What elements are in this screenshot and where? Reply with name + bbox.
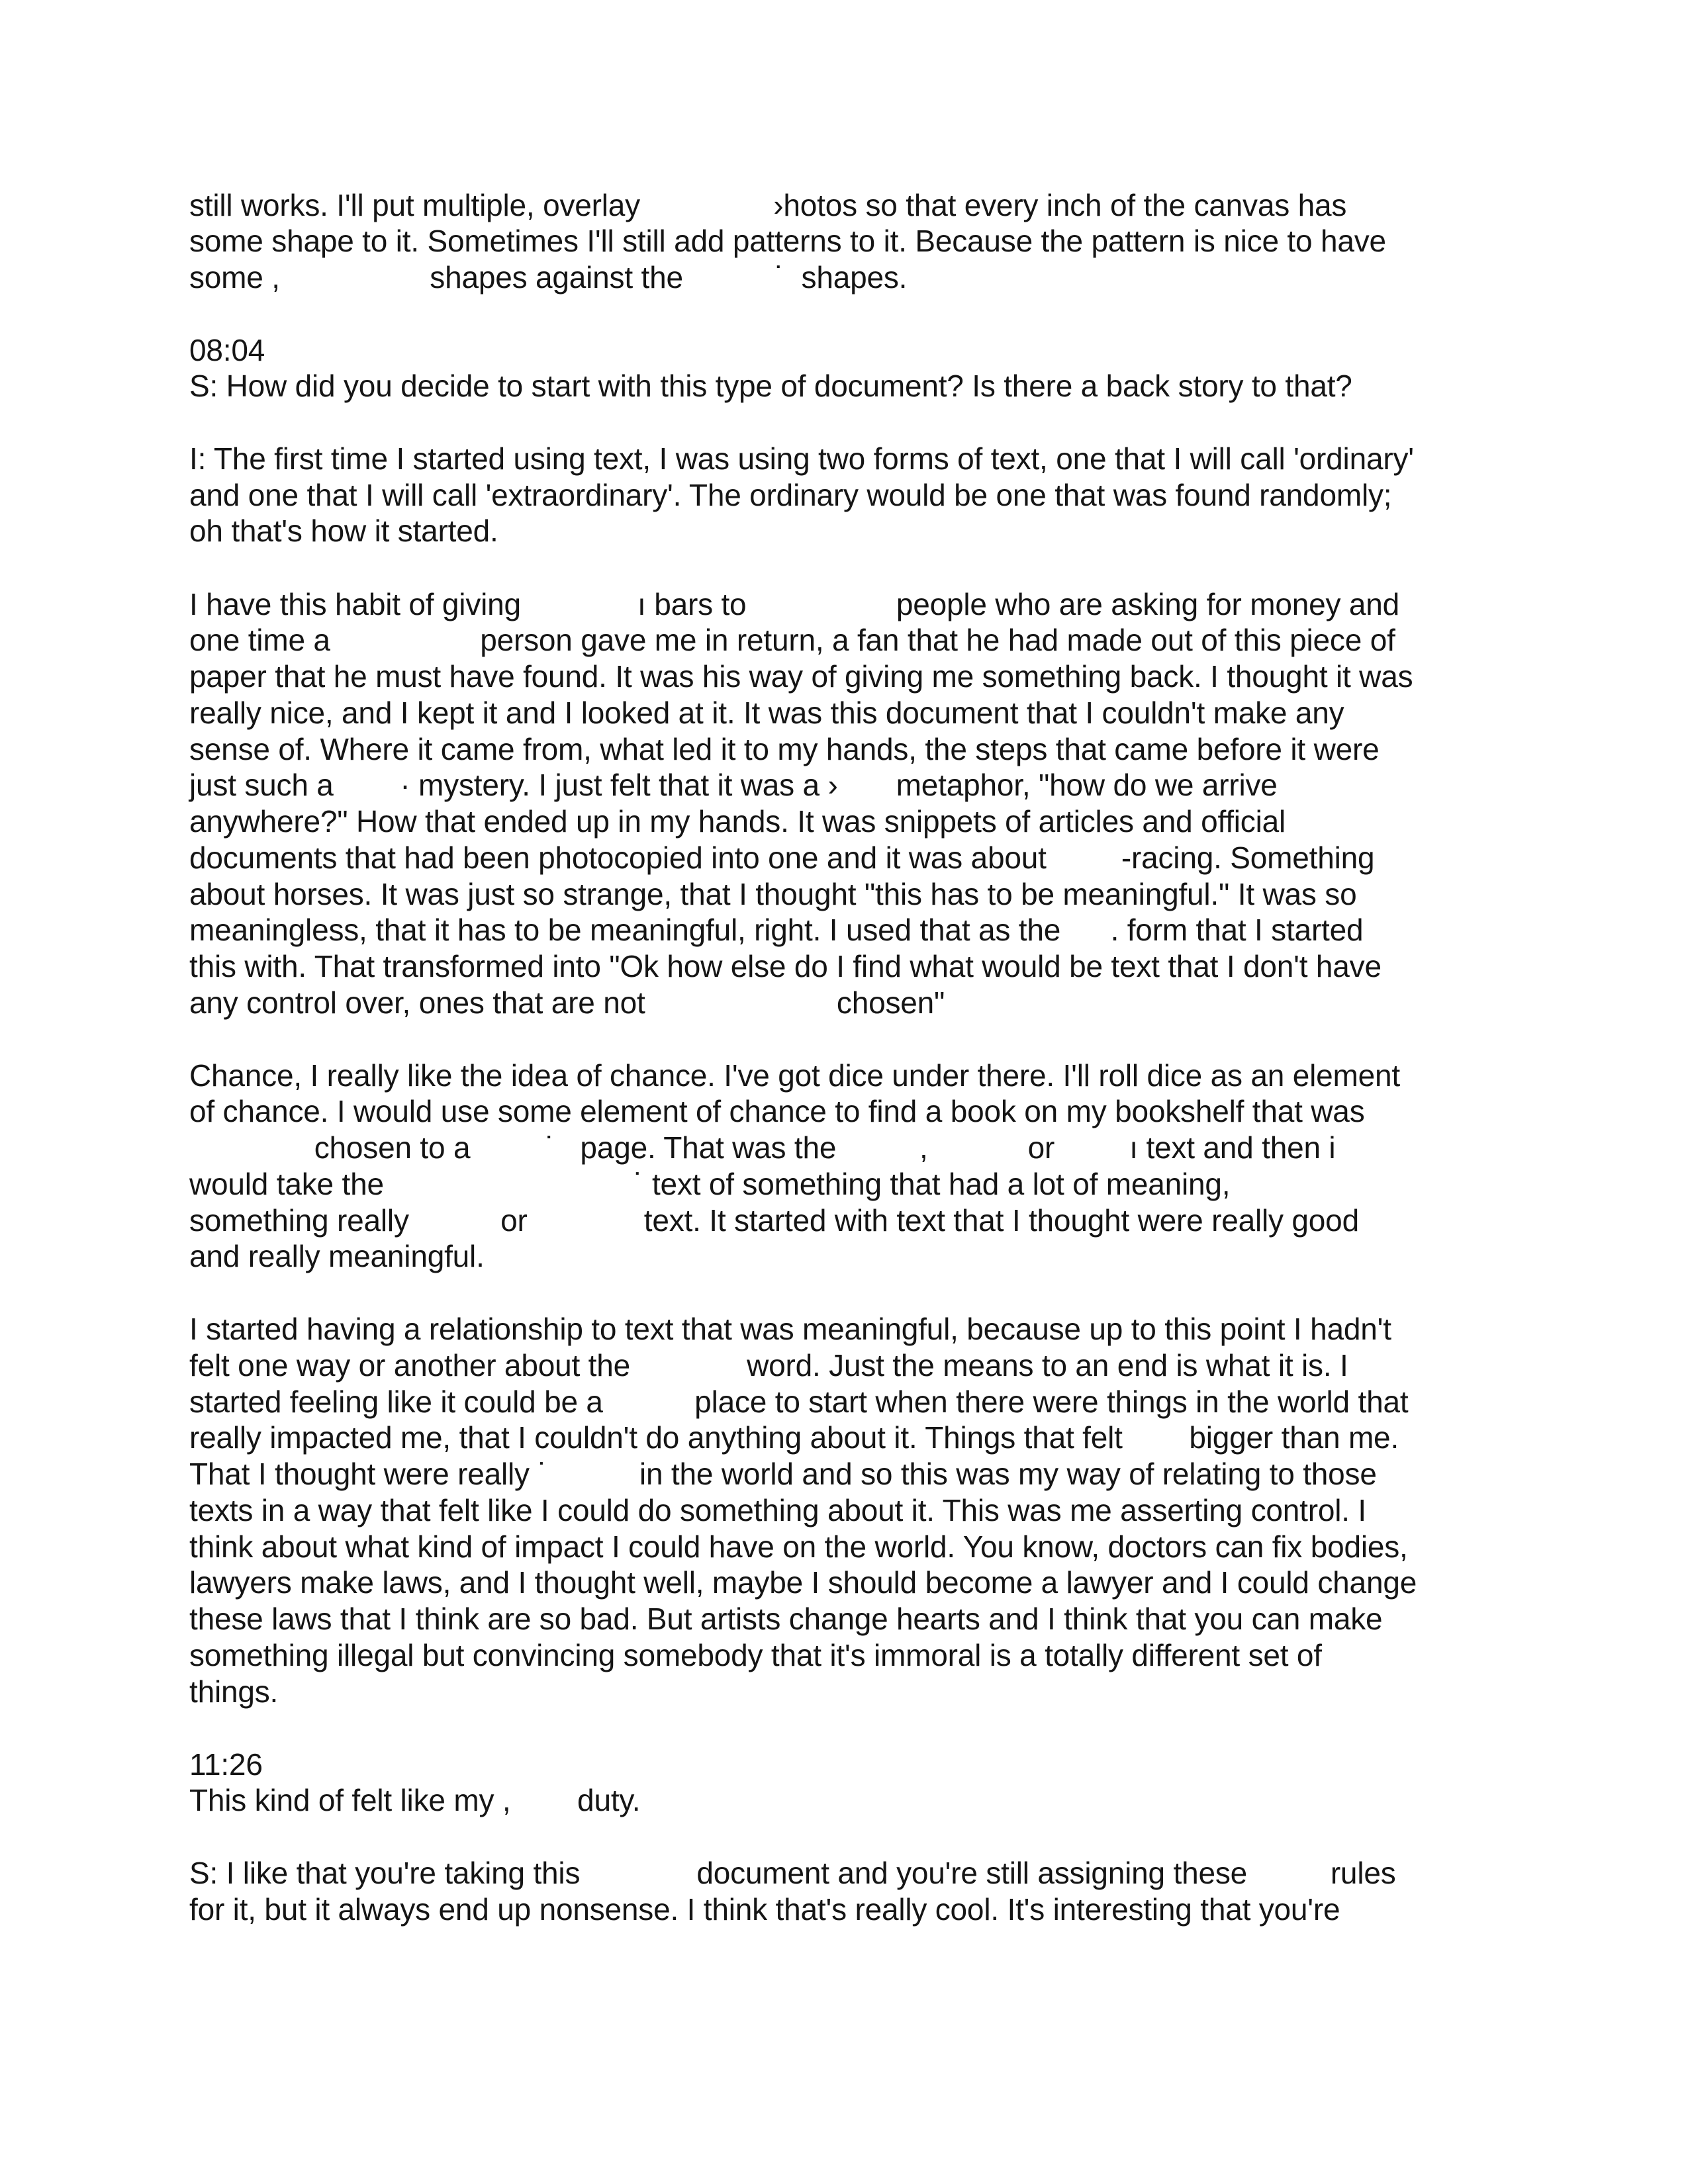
timestamp: 11:26 (189, 1747, 263, 1782)
text-line: of chance. I would use some element of chance to find a book on my bookshelf that was (189, 1094, 1365, 1128)
timestamp: 08:04 (189, 333, 265, 367)
text-line: felt one way or another about the word. Just the means to an end is what it is. I (189, 1348, 1348, 1383)
text-line: really nice, and I kept it and I looked at it. It was this document that I couldn't make any (189, 696, 1344, 730)
text-line: just such a · mystery. I just felt that it was a › metaphor, "how do we arrive (189, 768, 1278, 802)
text-line: still works. I'll put multiple, overlay ›hotos so that every inch of the canvas has (189, 188, 1347, 222)
text-line: would take the ˙ text of something that had a lot of meaning, (189, 1167, 1231, 1201)
text-line: about horses. It was just so strange, that I thought "this has to be meaningful." It was so (189, 877, 1357, 911)
text-line: started feeling like it could be a place to start when there were things in the world that (189, 1385, 1409, 1419)
text-line: something really or text. It started with text that I thought were really good (189, 1203, 1359, 1238)
text-line: lawyers make laws, and I thought well, maybe I should become a lawyer and I could change (189, 1565, 1417, 1600)
text-line: S: I like that you're taking this document and you're still assigning these rules (189, 1856, 1396, 1890)
text-line: really impacted me, that I couldn't do anything about it. Things that felt bigger than me. (189, 1420, 1399, 1455)
text-line: some , shapes against the ˙ shapes. (189, 260, 908, 295)
text-line: these laws that I think are so bad. But artists change hearts and I think that you can make (189, 1602, 1383, 1636)
text-line: documents that had been photocopied into one and it was about -racing. Something (189, 841, 1375, 875)
text-line: I: The first time I started using text, I was using two forms of text, one that I will call 'ordinary' (189, 441, 1414, 476)
text-line: Chance, I really like the idea of chance. I've got dice under there. I'll roll dice as an element (189, 1058, 1400, 1093)
text-line: things. (189, 1674, 279, 1709)
text-line: I started having a relationship to text that was meaningful, because up to this point I hadn't (189, 1312, 1391, 1346)
text-line: S: How did you decide to start with this type of document? Is there a back story to that? (189, 369, 1352, 403)
text-line: anywhere?" How that ended up in my hands. It was snippets of articles and official (189, 804, 1286, 839)
text-line: some shape to it. Sometimes I'll still add patterns to it. Because the pattern is nice to have (189, 224, 1386, 258)
text-line: I have this habit of giving ı bars to people who are asking for money and (189, 587, 1400, 621)
text-line: something illegal but convincing somebody that it's immoral is a totally different set of (189, 1638, 1322, 1672)
text-line: for it, but it always end up nonsense. I think that's really cool. It's interesting that you're (189, 1892, 1340, 1927)
text-line: this with. That transformed into "Ok how else do I find what would be text that I don't have (189, 949, 1382, 983)
text-line: meaningless, that it has to be meaningful, right. I used that as the . form that I started (189, 913, 1364, 947)
text-line: and really meaningful. (189, 1239, 485, 1273)
text-line: one time a person gave me in return, a fan that he had made out of this piece of (189, 623, 1395, 657)
text-line: think about what kind of impact I could have on the world. You know, doctors can fix bodies, (189, 1529, 1408, 1564)
text-line: This kind of felt like my , duty. (189, 1783, 641, 1817)
text-line: chosen to a ˙ page. That was the , or ı text and then i (189, 1130, 1336, 1165)
text-line: and one that I will call 'extraordinary'. The ordinary would be one that was found randomly; (189, 478, 1392, 512)
text-line: any control over, ones that are not chosen" (189, 985, 945, 1020)
text-line: oh that's how it started. (189, 514, 498, 548)
text-line: sense of. Where it came from, what led it to my hands, the steps that came before it were (189, 732, 1380, 766)
text-line: paper that he must have found. It was his way of giving me something back. I thought it was (189, 659, 1413, 694)
text-line: texts in a way that felt like I could do something about it. This was me asserting control. I (189, 1493, 1366, 1527)
text-line: That I thought were really ˙ in the world and so this was my way of relating to those (189, 1457, 1377, 1491)
